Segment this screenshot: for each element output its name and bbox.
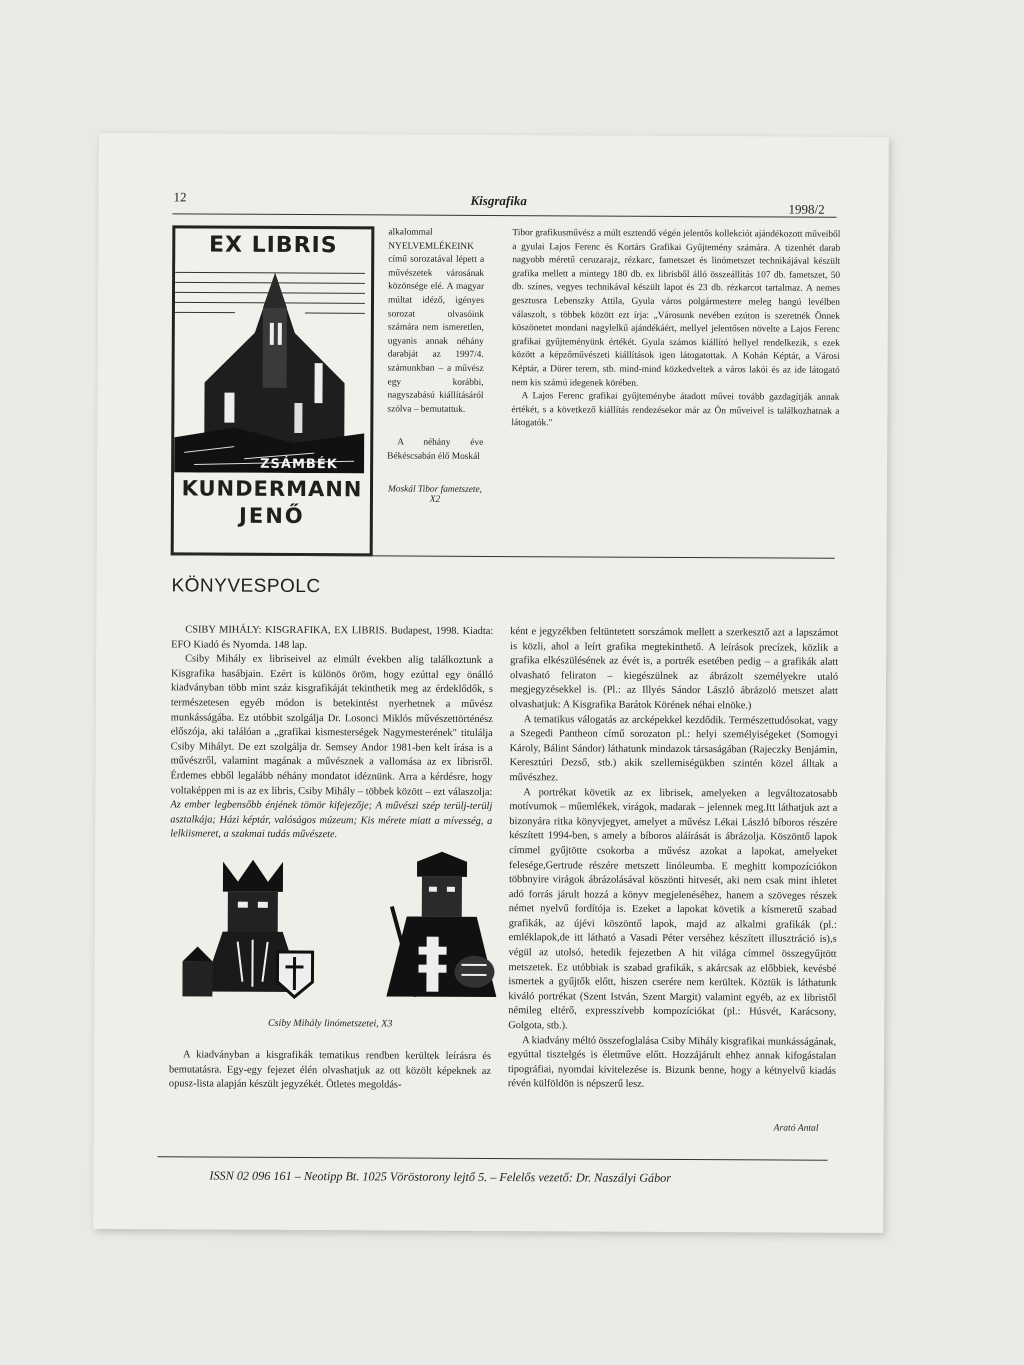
right-top-paragraph-1: Tibor grafikusművész a múlt esztendő végén jelentős kollekciót ajándékozott műveiből a gyulai Lajos Ferenc és Kortárs Grafikai Gyűjtemény számára. A tizenhét darab nagyobb méretű ceruzarajz, rézkarc, fametszet és linómetszet technikájával készült grafika mellett a mintegy 180 db. ex librisből álló összeállítás 107 db. fametszet, 50 db. színes, vegyes technikával készült lapot és 23 db. rézkarcot tartalmaz. A nemes gesztusra Lebenszky Attila, Gyula város polgármestere meleg hangú levélben válaszolt, s többek között ezt írja: „Városunk nevében ezúton is szeretnék Önnek köszönetet mondani nagylelkű ajándékáért, mellyel jelentősen növelte a Lajos Ferenc grafikai gyűjteményünk értékét. Gyula számos kiállító hellyel rendelkezik, s ezek között a képzőművészeti kiállítások igen látogatottak. A Kohán Képtár, a Városi Képtár, a Dürer terem, stb. mind-mind közkedveltek a város lakói és az ide látogató nem kis számú idegenek körében. [511,228,841,389]
right-top-column [511,227,840,433]
right-paragraph-4: A kiadvány méltó összefoglalása Csiby Mihály kisgrafikai munkásságának, egyúttal tisztelgés is életműve előtt. Hozzájárult ehhez annak kifogástalan tipográfiai, nyomdai kivitelezése is. Bizunk benne, hogy a kétnyelvű kiadás révén külföldön is népszerű lesz. [507,1034,837,1091]
journal-title: Kisgrafika [470,192,527,209]
footer-imprint: ISSN 02 096 161 – Neotipp Bt. 1025 Vöröstorony lejtő 5. – Felelős vezető: Dr. Naszályi Gábor [209,1168,672,1185]
left-paragraph-2 [170,653,493,844]
narrow-paragraph-1: alkalommal NYELVEMLÉKEINK című sorozatával lépett a művészetek városának közönsége elé. A magyar múltat idéző, igényes sorozat olvasóink számára nem ismeretlen, ugyanis annak néhány darabját az 1997/4. számunkban – a művész egy korábbi, nagyszabású kiállításáról szólva – bemutattuk. [387,227,485,415]
left-column [170,623,493,844]
author-signature: Arató Antal [773,1122,819,1134]
ex-libris-heading: EX LIBRIS [208,232,338,259]
page-number: 12 [173,189,187,205]
bookplate-caption: Moskál Tibor fametszete, X2 [387,484,483,505]
bookplate-name-line1: KUNDERMANN [181,476,363,502]
footer-rule [158,1156,828,1161]
right-top-paragraph-2: A Lajos Ferenc grafikai gyűjteménybe átadott művei tovább gazdagítják annak értékét, s a következő kiállítás rendezésekor már az Ön műveivel is találkozhatnak a látogatók." [511,391,840,429]
narrow-column [387,226,484,464]
issue-number: 1998/2 [788,201,825,217]
linocut-king-illustration [182,851,331,1002]
bookplate-place: ZSÁMBÉK [260,456,338,473]
left-paragraph-2-text: Csiby Mihály ex libriseivel az elmúlt években alig találkoztunk a Kisgrafika hasábjain. Ezért is különös öröm, hogy ezúttal egy önálló kiadványban több mint száz kisgrafikáját tekinthetik meg az érdeklődők, s természetesen egyéb módon is betekintést nyerhetnek a művész munkásságába. Ez utóbbit szolgálja Dr. Losonci Miklós művészettörténész előszója, aki találóan a „grafikai kismesterségek Nagymesterének" titulálja Csiby Mihályt. De ezt szolgálja dr. Semsey Andor 1981-ben kelt írása is a művészről, valamint magának a művésznek a vallomása az ex librisről. Érdemes ebből legalább néhány mondatot idéznünk. Arra a kérdésre, hogy voltaképpen mi is az ex libris, Csiby Mihály – többek között – ezt válaszolja: [170,653,494,798]
left-column-bottom [169,1048,491,1093]
right-paragraph-2: A tematikus válogatás az arcképekkel kezdődik. Természettudósokat, vagy a Szegedi Pantheon című sorozaton pl.: helyi személyiségeket (Somogyi Károly, Bálint Sándor) láthatunk mindazok társaságában (Rajeczky Benjámin, Keresztúri Dezső, stb.) akik szellemiségükben szintén közel álltak a művészhez. [509,713,838,784]
right-paragraph-1: ként e jegyzékben feltüntetett sorszámok mellett a szerkesztő azt a lapszámot is közli, ahol a leírt grafika megtekinthető. A leírások precízek, közlik a grafika elkészülésének az évét is, a portrék esetében pedig – a grafikák alatt olvasható feliraton – kiegészülnek az ábrázolt személyekre utaló megjegyzésekkel is. (Pl.: az Illyés Sándor László ábrázoló metszet alatt olvashatjuk: A Kisgrafika Barátok Körének néhai elnöke.) [509,626,839,712]
linocut-saint-illustration [376,846,507,1002]
section-title: KÖNYVESPOLC [171,575,321,598]
header-rule [172,213,836,217]
book-citation: CSIBY MIHÁLY: KISGRAFIKA, EX LIBRIS. Budapest, 1998. Kiadta: EFO Kiadó és Nyomda. 148 lap. [171,624,494,651]
magazine-page [93,133,889,1233]
church-illustration [174,262,365,473]
left-paragraph-3: A kiadványban a kisgrafikák tematikus rendben kerültek leírásra és bemutatásra. Egy-egy fejezet élén olvashatjuk az ott közölt képeknek az opusz-lista alapján készült jegyzékét. Ötletes megoldás- [168,1049,492,1091]
bookplate-name-line2: JENŐ [239,503,305,529]
right-paragraph-3: A portrékat követik az ex librisek, amelyeken a legváltozatosabb motívumok – műemlékek, virágok, madarak – jelennek meg.Itt láthatjuk azt a bizonyára ritka könyvjegyet, amelyet a művész Lékai László bíboros részére készített 1994-ben, s amely a bíboros aláírását is ábrázolja. Köszöntő lapok címmel gyűjtötte csokorba a művész azokat a lapokat, amelyeket felesége,Gertrude részére metszett linóleumba. E meghitt kompozíciókon többnyire virágok ábrázolásával köszönti hitvesét, aki nem csak mint ihletet adó forrás járult hozzá a könyv megjelenéséhez, hanem a szöveges részek német nyelvű fordítója is. Ezeket a lapokat követik a kísmeretű szabad grafikák, az újévi köszöntő lapok, majd az alkalmi grafikák (pl.: emléklapok,de itt látható a Vasadi Péter verséhez készített illusztráció is),s végül az utolsó, hetedik fejezetben A hit világa címmel összegyűjtött metszetek. Ez utóbbiak is szabad grafikák, s akárcsak az előbbiek, kevésbé ismertek a gyűjtők előtt, hiszen cserére nem kerültek. Köztük is láthatunk kiváló portrékat (Szent István, Szent Margit) valamint egyéb, az ex libristől némileg eltérő, expresszívebb kompozíciókat (pl.: Húsvét, Karácsony, Golgota, stb.). [508,786,838,1032]
ex-libris-bookplate [171,225,375,556]
right-column [508,625,838,1094]
narrow-paragraph-2: A néhány éve Békéscsabán élő Moskál [387,437,484,462]
linocut-caption: Csiby Mihály linómetszetei, X3 [267,1017,393,1030]
artist-quote: Az ember legbensőbb énjének tömör kifejezője; A művészi szép terülj-terülj asztalkája; Házi képtár, valóságos múzeum; Kis mérete miatt a mívesség, a lelkiismeret, a szakmai tudás művészete. [170,799,493,841]
section-rule [171,554,835,558]
